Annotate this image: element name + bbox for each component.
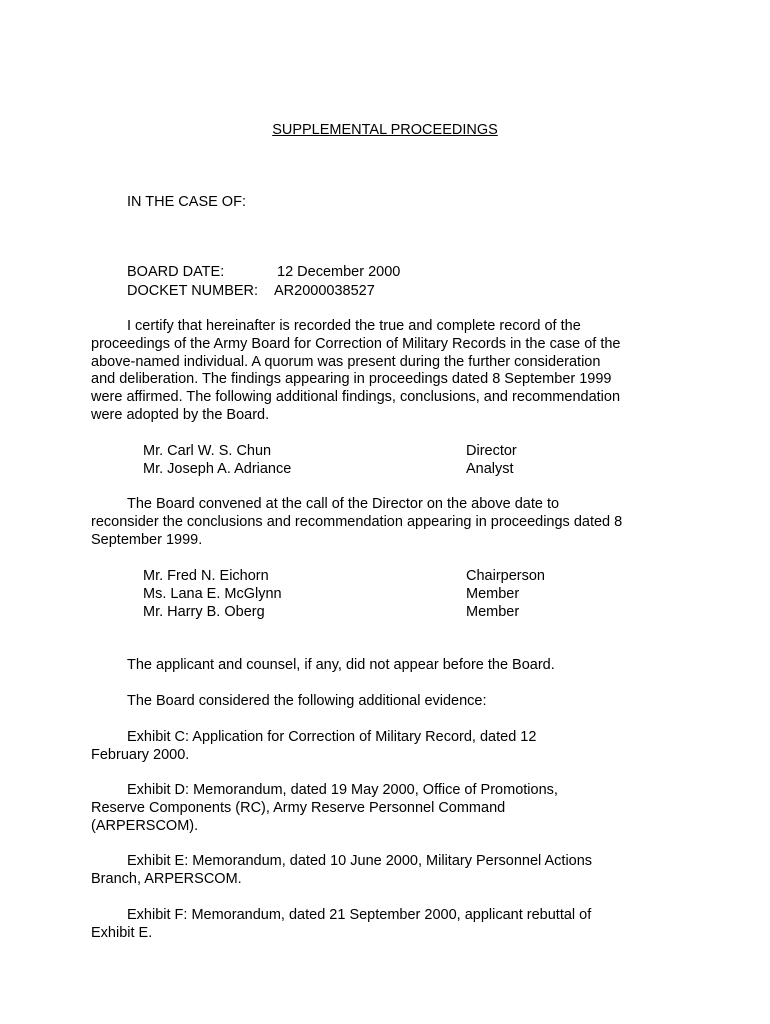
staff-name: Mr. Carl W. S. Chun	[143, 443, 272, 459]
staff-role: Director	[466, 443, 517, 459]
exhibit-item: Exhibit F: Memorandum, dated 21 September 2000, applicant rebuttal of Exhibit E.	[91, 907, 592, 941]
document-title: SUPPLEMENTAL PROCEEDINGS	[272, 122, 498, 138]
appearance-paragraph: The applicant and counsel, if any, did not appear before the Board.	[127, 657, 555, 673]
board-date-label: BOARD DATE:	[127, 264, 225, 280]
exhibit-item: Exhibit D: Memorandum, dated 19 May 2000, Office of Promotions, Reserve Components (RC), Army Reserve Personnel Command (ARPERSCOM).	[91, 782, 558, 834]
board-member-name: Mr. Harry B. Oberg	[143, 604, 265, 620]
case-heading: IN THE CASE OF:	[127, 194, 246, 210]
docket-number-row	[127, 283, 375, 301]
exhibit-item: Exhibit C: Application for Correction of Military Record, dated 12 February 2000.	[91, 729, 537, 763]
staff-role: Analyst	[466, 461, 514, 477]
board-member-role: Chairperson	[466, 568, 545, 584]
docket-number-label: DOCKET NUMBER:	[127, 283, 259, 299]
convened-paragraph: The Board convened at the call of the Director on the above date to reconsider the conclusions and recommendation appearing in proceedings dated 8 September 1999.	[91, 496, 623, 548]
evidence-intro: The Board considered the following additional evidence:	[127, 693, 487, 709]
staff-name: Mr. Joseph A. Adriance	[143, 461, 292, 477]
exhibit-item: Exhibit E: Memorandum, dated 10 June 2000, Military Personnel Actions Branch, ARPERSCOM.	[91, 853, 593, 887]
board-member-role: Member	[466, 604, 520, 620]
board-date-row	[127, 264, 400, 282]
docket-number-value: AR2000038527	[274, 283, 375, 299]
board-member-role: Member	[466, 586, 520, 602]
board-date-value: 12 December 2000	[277, 264, 401, 280]
board-member-name: Ms. Lana E. McGlynn	[143, 586, 282, 602]
board-member-name: Mr. Fred N. Eichorn	[143, 568, 269, 584]
certify-paragraph: I certify that hereinafter is recorded the true and complete record of the proceedings of the Army Board for Correction of Military Records in the case of the above-named individual. A quorum was present during the further consideration and deliberation. The findings appearing in proceedings dated 8 September 1999 were affirmed. The following additional findings, conclusions, and recommendation were adopted by the Board.	[91, 318, 621, 423]
